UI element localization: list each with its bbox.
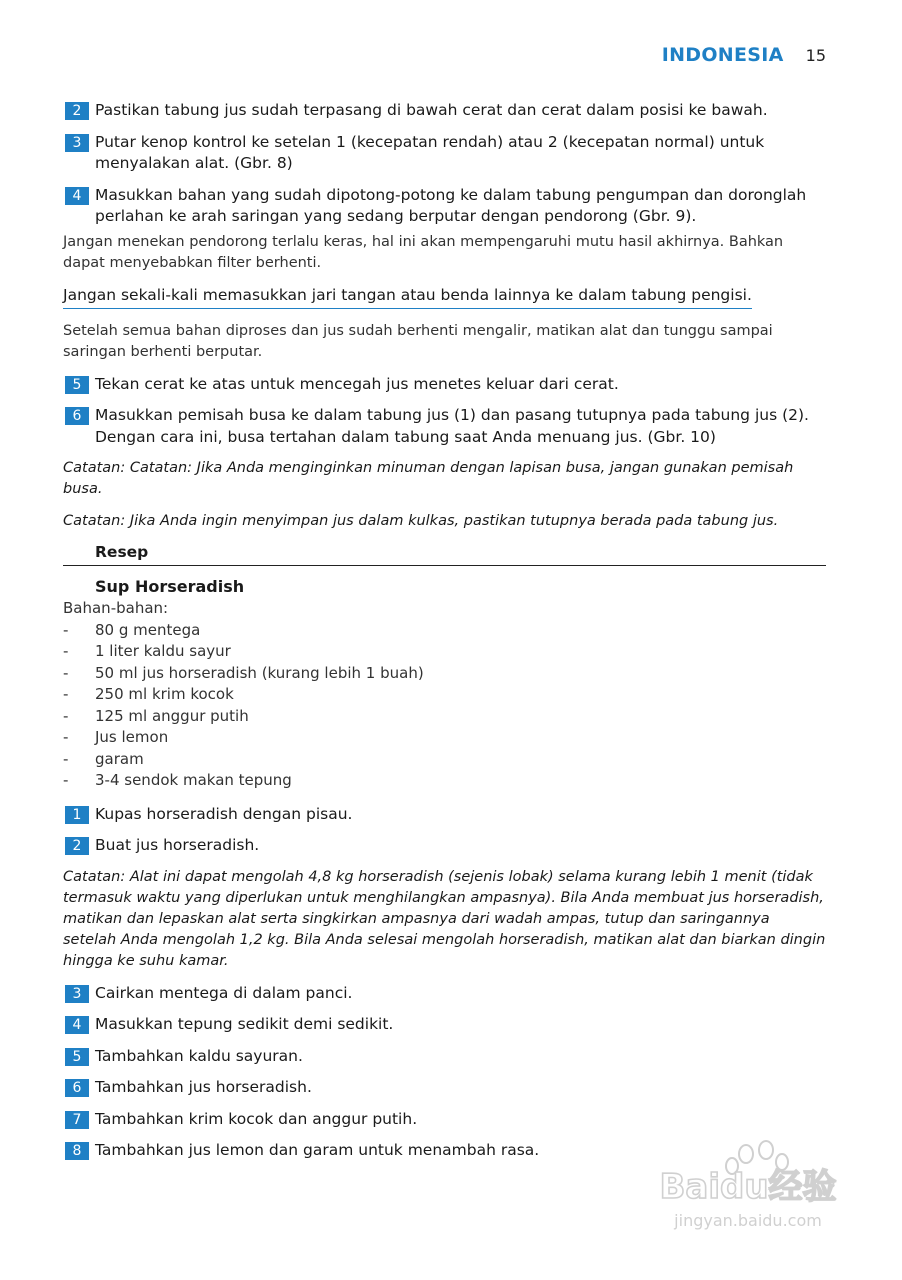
note-text: Catatan: Alat ini dapat mengolah 4,8 kg horseradish (sejenis lobak) selama kurang lebih 1 menit (tidak termasuk waktu yang diperlukan untuk menghilangkan ampasnya). Bila Anda membuat jus horseradish, matikan dan lepaskan alat serta singkirkan ampasnya dari wadah ampas, tutup dan saringannya setelah Anda mengolah 1,2 kg. Bila Anda selesai mengolah horseradish, matikan alat dan biarkan dingin hingga ke suhu kamar. <box>63 868 826 969</box>
step-text: Tambahkan kaldu sayuran. <box>95 1046 303 1065</box>
step-number: 6 <box>65 407 89 425</box>
list-item: - 250 ml krim kocok <box>63 684 826 706</box>
step-number: 8 <box>65 1142 89 1160</box>
ingredients-label: Bahan-bahan: <box>63 599 169 617</box>
list-item: - garam <box>63 749 826 771</box>
step-item <box>63 835 826 857</box>
step-item <box>63 983 826 1005</box>
step-item <box>63 185 826 228</box>
ingredients-list <box>63 620 826 792</box>
caution-text: Jangan menekan pendorong terlalu keras, hal ini akan mempengaruhi mutu hasil akhirnya. Bahkan dapat menyebabkan filter berhenti. <box>63 233 784 271</box>
step-text: Masukkan tepung sedikit demi sedikit. <box>95 1015 394 1033</box>
step-number: 4 <box>65 1016 89 1034</box>
watermark-brand: Baidu经验 <box>659 1167 837 1207</box>
step-item <box>63 405 826 448</box>
step-text: Tambahkan krim kocok dan anggur putih. <box>95 1109 418 1128</box>
step-number: 2 <box>65 102 89 120</box>
list-item: - 50 ml jus horseradish (kurang lebih 1 buah) <box>63 663 826 685</box>
step-item <box>63 1077 826 1099</box>
step-number: 6 <box>65 1079 89 1097</box>
list-item: - 125 ml anggur putih <box>63 706 826 728</box>
step-text: Buat jus horseradish. <box>95 836 260 854</box>
language-label: INDONESIA <box>661 44 784 66</box>
page-content <box>63 100 826 1172</box>
step-number: 5 <box>65 1048 89 1066</box>
step-text: Tambahkan jus lemon dan garam untuk menambah rasa. <box>95 1141 540 1159</box>
recipe-title: Sup Horseradish <box>95 577 245 596</box>
list-item: - 3-4 sendok makan tepung <box>63 770 826 792</box>
list-item: - 1 liter kaldu sayur <box>63 641 826 663</box>
section-title: Resep <box>63 543 826 566</box>
baidu-watermark <box>648 1140 848 1240</box>
list-item: - 80 g mentega <box>63 620 826 642</box>
step-text: Masukkan pemisah busa ke dalam tabung jus (1) dan pasang tutupnya pada tabung jus (2). Dengan cara ini, busa tertahan dalam tabung saat Anda menuang jus. (Gbr. 10) <box>95 406 809 446</box>
step-number: 3 <box>65 985 89 1003</box>
step-number: 5 <box>65 376 89 394</box>
step-text: Pastikan tabung jus sudah terpasang di bawah cerat dan cerat dalam posisi ke bawah. <box>95 101 768 119</box>
step-item <box>63 1014 826 1036</box>
warning-text: Jangan sekali-kali memasukkan jari tangan atau benda lainnya ke dalam tabung pengisi. <box>63 285 752 309</box>
step-text: Cairkan mentega di dalam panci. <box>95 983 353 1002</box>
step-number: 3 <box>65 134 89 152</box>
instruction-paragraph: Setelah semua bahan diproses dan jus sudah berhenti mengalir, matikan alat dan tunggu sampai saringan berhenti berputar. <box>63 322 773 360</box>
step-text: Masukkan bahan yang sudah dipotong-potong ke dalam tabung pengumpan dan doronglah perlahan ke arah saringan yang sedang berputar dengan pendorong (Gbr. 9). <box>95 185 807 225</box>
step-item <box>63 132 826 175</box>
step-item <box>63 1046 826 1068</box>
step-item <box>63 100 826 122</box>
list-item: - Jus lemon <box>63 727 826 749</box>
step-item <box>63 1109 826 1131</box>
step-text: Putar kenop kontrol ke setelan 1 (kecepatan rendah) atau 2 (kecepatan normal) untuk menyalakan alat. (Gbr. 8) <box>95 132 765 172</box>
step-number: 2 <box>65 837 89 855</box>
step-item <box>63 374 826 396</box>
step-text: Kupas horseradish dengan pisau. <box>95 804 353 823</box>
page-header <box>662 44 826 66</box>
step-item <box>63 804 826 826</box>
step-number: 4 <box>65 187 89 205</box>
note-text: Catatan: Jika Anda ingin menyimpan jus dalam kulkas, pastikan tutupnya berada pada tabung jus. <box>63 513 779 529</box>
step-number: 1 <box>65 806 89 824</box>
step-text: Tambahkan jus horseradish. <box>95 1078 312 1096</box>
page-number: 15 <box>805 46 826 65</box>
watermark-url: jingyan.baidu.com <box>674 1211 822 1230</box>
step-number: 7 <box>65 1111 89 1129</box>
step-text: Tekan cerat ke atas untuk mencegah jus menetes keluar dari cerat. <box>95 374 619 393</box>
note-text: Catatan: Catatan: Jika Anda menginginkan minuman dengan lapisan busa, jangan gunakan pemisah busa. <box>63 460 794 497</box>
